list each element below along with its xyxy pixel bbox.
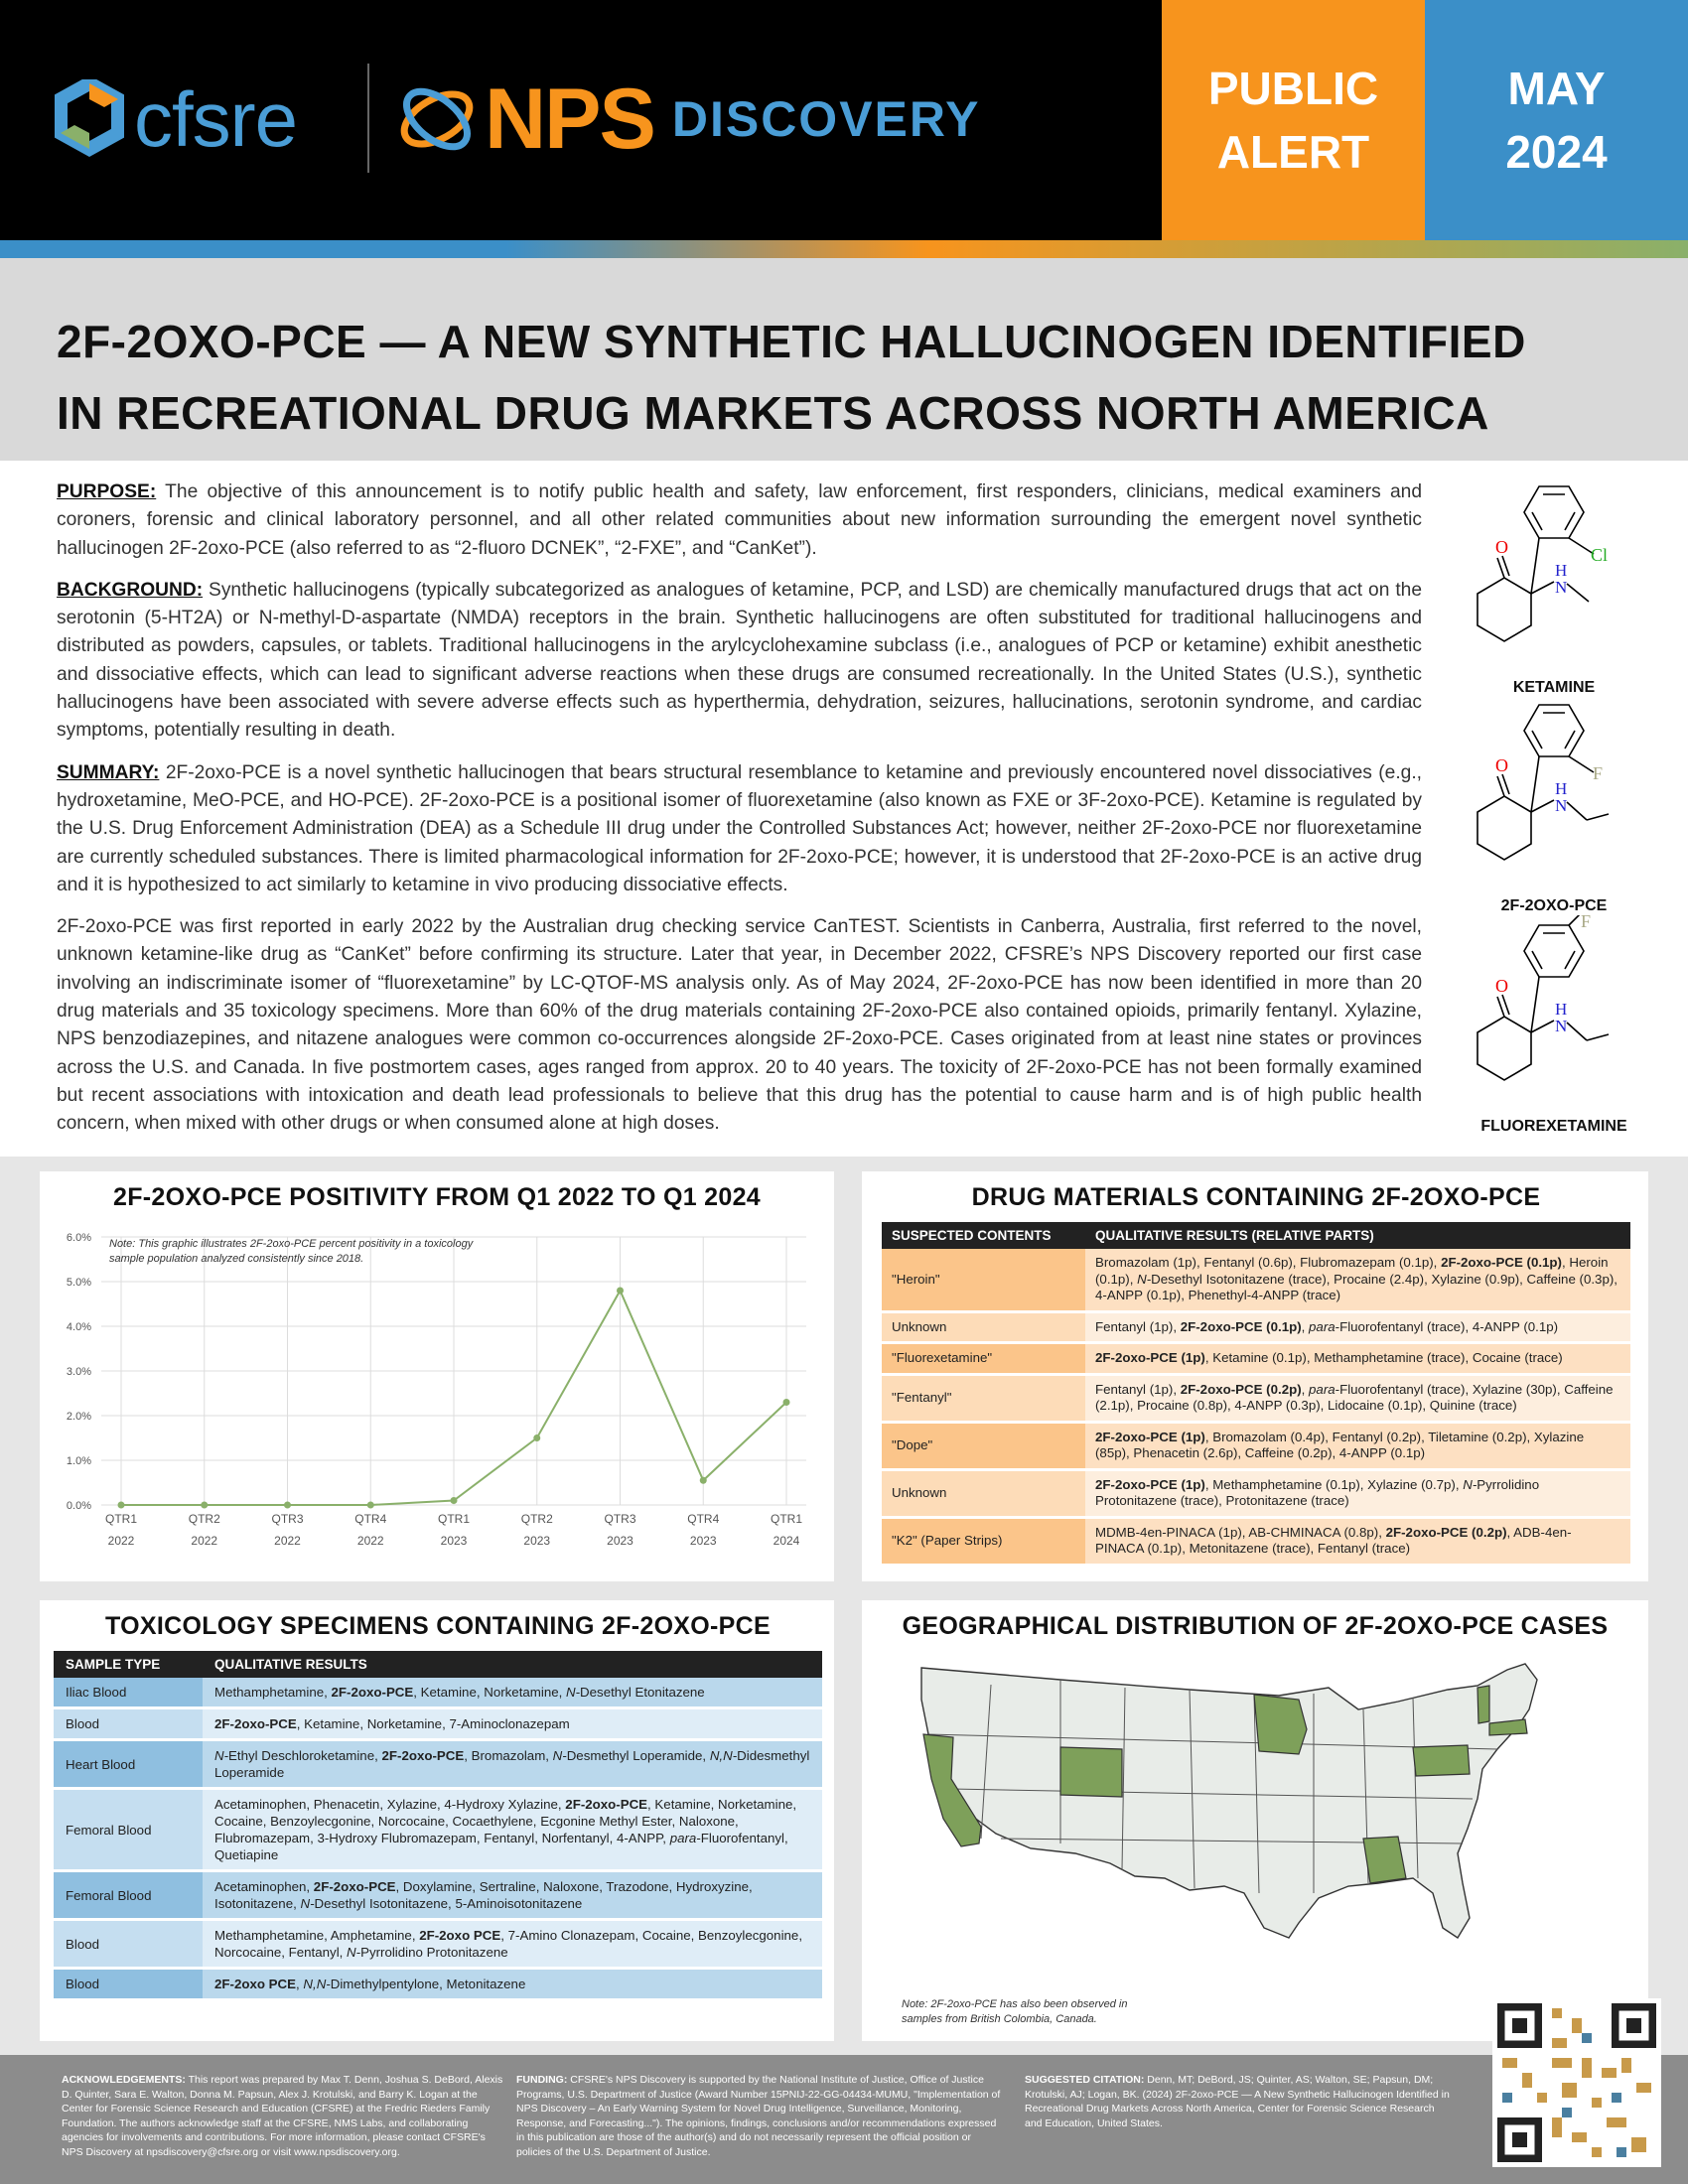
tox-results-cell: Acetaminophen, 2F-2oxo-PCE, Doxylamine, Sertraline, Naloxone, Trazodone, Hydroxyzine, Isotonitazene, N-Desethyl Isotonitazene, 5-Aminoisotonitazene bbox=[203, 1872, 822, 1921]
toxicology-row bbox=[54, 1678, 822, 1709]
positivity-point bbox=[451, 1497, 458, 1504]
state-colorado bbox=[1060, 1747, 1122, 1797]
cfsre-logo[interactable] bbox=[55, 60, 297, 179]
svg-text:N: N bbox=[1555, 796, 1568, 815]
drug-materials-body bbox=[882, 1249, 1630, 1567]
state-wisconsin bbox=[1254, 1695, 1307, 1754]
sample-type-cell: Femoral Blood bbox=[54, 1872, 203, 1921]
alert-line2: ALERT bbox=[1216, 126, 1370, 178]
toxicology-row bbox=[54, 1741, 822, 1790]
toxicology-table bbox=[54, 1651, 822, 2001]
col-suspected-contents: SUSPECTED CONTENTS bbox=[882, 1222, 1085, 1249]
header-bar bbox=[0, 0, 1688, 240]
citation bbox=[1025, 2073, 1452, 2130]
cfsre-wordmark: cfsre bbox=[134, 74, 298, 163]
citation-heading: SUGGESTED CITATION: bbox=[1025, 2074, 1145, 2086]
svg-text:F: F bbox=[1593, 763, 1604, 783]
tox-results-cell: Acetaminophen, Phenacetin, Xylazine, 4-Hydroxy Xylazine, 2F-2oxo-PCE, Ketamine, Norketamine, Cocaine, Benzoylecgonine, Norcocaine, Cocaethylene, Ecgonine Methyl Ester, Naloxone, Flubromazepam, 3-Hydroxy Flubromazepam, Fentanyl, Norfentanyl, 4-ANPP, para-Fluorofentanyl, Quetiapine bbox=[203, 1790, 822, 1872]
summary-text: 2F-2oxo-PCE is a novel synthetic hallucinogen that bears structural resemblance to ketamine and previously encountered novel dissociatives (e.g., hydroxetamine, MeO-PCE, and HO-PCE). 2F-2oxo-PCE is a positional isomer of fluorexetamine (also known as FXE or 3F-2oxo-PCE). Ketamine is regulated by the U.S. Drug Enforcement Administration (DEA) as a Schedule III drug under the Controlled Substances Act; however, neither 2F-2oxo-PCE nor fluorexetamine are currently scheduled substances. There is limited pharmacological information for 2F-2oxo-PCE; however, it is understood that 2F-2oxo-PCE is an active drug and it is hypothesized to act similarly to ketamine in vivo producing dissociative effects. bbox=[57, 761, 1422, 895]
state-pennsylvania bbox=[1413, 1745, 1470, 1776]
positivity-chart-panel bbox=[40, 1171, 834, 1581]
material-results-cell: 2F-2oxo-PCE (1p), Ketamine (0.1p), Methamphetamine (trace), Cocaine (trace) bbox=[1085, 1344, 1630, 1376]
positivity-chart-title: 2F-2OXO-PCE POSITIVITY FROM Q1 2022 TO Q1 2024 bbox=[113, 1183, 761, 1211]
y-tick-label: 6.0% bbox=[66, 1232, 91, 1244]
2f-2oxo-pce-structure bbox=[1460, 695, 1648, 915]
purpose-paragraph bbox=[57, 478, 1422, 563]
toxicology-row bbox=[54, 1872, 822, 1921]
positivity-point bbox=[783, 1399, 790, 1406]
x-tick-year-label: 2024 bbox=[773, 1534, 800, 1548]
sample-type-cell: Femoral Blood bbox=[54, 1790, 203, 1872]
fluorexetamine-molecule-icon bbox=[1460, 915, 1648, 1114]
suspected-contents-cell: Unknown bbox=[882, 1313, 1085, 1345]
drug-materials-header-row bbox=[882, 1222, 1630, 1249]
y-tick-label: 0.0% bbox=[66, 1500, 91, 1512]
cfsre-hex-icon bbox=[55, 79, 124, 159]
svg-text:O: O bbox=[1495, 537, 1508, 557]
x-tick-year-label: 2022 bbox=[274, 1534, 301, 1548]
history-paragraph: 2F-2oxo-PCE was first reported in early 2022 by the Australian drug checking service CanTEST. Scientists in Canberra, Australia, first referred to the novel, unknown ketamine-like drug as “CanKet” before confirming its structure. Later that year, in December 2022, CFSRE’s NPS Discovery reported our first case involving an indiscriminate isomer of “fluorexetamine” by LC-QTOF-MS analysis only. As of May 2024, 2F-2oxo-PCE has now been identified in more than 20 drug materials and 35 toxicology specimens. More than 60% of the drug materials containing 2F-2oxo-PCE also contained opioids, primarily fentanyl. Xylazine, NPS benzodiazepines, and nitazene analogues were common co-occurrences alongside 2F-2oxo-PCE. Cases originated from at least nine states or provinces across the U.S. and Canada. In five postmortem cases, ages ranged from approx. 20 to 40 years. The toxicity of 2F-2oxo-PCE has not been formally examined but recent associations with intoxication and death lead professionals to believe that this drug has the potential to cause harm and is of high public health concern, when mixed with other drugs or when consumed alone at high doses. bbox=[57, 916, 1422, 1135]
x-tick-label: QTR3 bbox=[271, 1512, 304, 1526]
x-tick-year-label: 2023 bbox=[607, 1534, 633, 1548]
background-paragraph bbox=[57, 577, 1422, 746]
x-tick-year-label: 2022 bbox=[356, 1534, 384, 1548]
suspected-contents-cell: Unknown bbox=[882, 1471, 1085, 1519]
material-results-cell: Bromazolam (1p), Fentanyl (0.6p), Flubromazepam (0.1p), 2F-2oxo-PCE (0.1p), Heroin (0.1p), N-Desethyl Isotonitazene (trace), Procaine (2.4p), Xylazine (0.9p), Caffeine (0.3p), 4-ANPP (0.1p), Phenethyl-4-ANPP (trace) bbox=[1085, 1249, 1630, 1313]
x-tick-year-label: 2022 bbox=[107, 1534, 135, 1548]
purpose-text: The objective of this announcement is to notify public health and safety, law enforcement, first responders, clinicians, medical examiners and coroners, forensic and clinical laboratory personnel, and all other related communities about new information surrounding the emergent novel synthetic hallucinogen 2F-2oxo-PCE (also referred to as “2-fluoro DCNEK”, “2-FXE”, and “CanKet”). bbox=[57, 481, 1422, 559]
qr-code-icon[interactable] bbox=[1492, 1998, 1661, 2167]
funding-text: CFSRE's NPS Discovery is supported by the National Institute of Justice, Office of Justice Programs, U.S. Department of Justice (Award Number 15PNIJ-22-GG-04434-MUMU, "Implementation of NPS Discovery – An Early Warning System for Novel Drug Intelligence, Surveillance, Monitoring, Response, and Forecasting..."). The opinions, findings, conclusions and/or recommendations expressed in this publication are those of the author(s) and do not necessarily represent the official position or policies of the U.S. Department of Justice. bbox=[516, 2074, 1001, 2158]
summary-heading: SUMMARY: bbox=[57, 761, 160, 783]
tox-results-cell: 2F-2oxo PCE, N,N-Dimethylpentylone, Metonitazene bbox=[203, 1970, 822, 2001]
x-tick-year-label: 2023 bbox=[689, 1534, 717, 1548]
svg-text:N: N bbox=[1555, 1017, 1568, 1035]
drug-material-row bbox=[882, 1313, 1630, 1345]
positivity-point bbox=[284, 1502, 291, 1509]
positivity-point bbox=[201, 1502, 208, 1509]
material-results-cell: Fentanyl (1p), 2F-2oxo-PCE (0.2p), para-Fluorofentanyl (trace), Xylazine (30p), Caffeine (2.1p), Procaine (0.8p), 4-ANPP (0.3p), Lidocaine (0.1p), Quinine (trace) bbox=[1085, 1376, 1630, 1424]
positivity-point bbox=[367, 1502, 374, 1509]
fluorexetamine-structure bbox=[1460, 915, 1648, 1136]
alert-line1: PUBLIC bbox=[1207, 63, 1379, 114]
svg-text:N: N bbox=[1555, 578, 1568, 597]
2f-2oxo-pce-label: 2F-2OXO-PCE bbox=[1500, 897, 1608, 914]
x-tick-label: QTR1 bbox=[770, 1512, 803, 1526]
toxicology-row bbox=[54, 1970, 822, 2001]
logo-divider bbox=[367, 64, 369, 173]
y-tick-label: 1.0% bbox=[66, 1455, 91, 1467]
map-note: Note: 2F-2oxo-PCE has also been observed in samples from British Colombia, Canada. bbox=[902, 1998, 1128, 2025]
ack-heading: ACKNOWLEDGEMENTS: bbox=[62, 2074, 186, 2086]
x-tick-label: QTR4 bbox=[354, 1512, 387, 1526]
map-title: GEOGRAPHICAL DISTRIBUTION OF 2F-2OXO-PCE CASES bbox=[902, 1612, 1609, 1640]
material-results-cell: 2F-2oxo-PCE (1p), Methamphetamine (0.1p), Xylazine (0.7p), N-Pyrrolidino Protonitazene (trace), Protonitazene (trace) bbox=[1085, 1471, 1630, 1519]
title-line1: 2F-2OXO-PCE — A NEW SYNTHETIC HALLUCINOGEN IDENTIFIED bbox=[57, 316, 1526, 367]
drug-material-row bbox=[882, 1344, 1630, 1376]
page-title bbox=[57, 306, 1645, 449]
drug-material-row bbox=[882, 1249, 1630, 1313]
discovery-wordmark: DISCOVERY bbox=[671, 91, 981, 147]
map-panel bbox=[862, 1600, 1648, 2041]
col-tox-results: QUALITATIVE RESULTS bbox=[203, 1651, 822, 1678]
y-tick-label: 3.0% bbox=[66, 1366, 91, 1378]
nps-wordmark: NPS bbox=[485, 70, 654, 167]
x-tick-label: QTR3 bbox=[604, 1512, 636, 1526]
drug-materials-panel bbox=[862, 1171, 1648, 1581]
toxicology-row bbox=[54, 1709, 822, 1741]
ketamine-molecule-icon bbox=[1460, 477, 1648, 675]
drug-material-row bbox=[882, 1376, 1630, 1424]
toxicology-row bbox=[54, 1921, 822, 1970]
x-tick-year-label: 2023 bbox=[440, 1534, 468, 1548]
tox-results-cell: N-Ethyl Deschloroketamine, 2F-2oxo-PCE, Bromazolam, N-Desmethyl Loperamide, N,N-Didesmethyl Loperamide bbox=[203, 1741, 822, 1790]
chart-note: Note: This graphic illustrates 2F-2oxo-PCE percent positivity in a toxicology sample population analyzed consistently since 2018. bbox=[109, 1238, 474, 1265]
tox-results-cell: Methamphetamine, 2F-2oxo-PCE, Ketamine, Norketamine, N-Desethyl Etonitazene bbox=[203, 1678, 822, 1709]
drug-material-row bbox=[882, 1471, 1630, 1519]
svg-text:H: H bbox=[1555, 1000, 1568, 1019]
title-line2: IN RECREATIONAL DRUG MARKETS ACROSS NORTH AMERICA bbox=[57, 387, 1489, 439]
toxicology-header-row bbox=[54, 1651, 822, 1678]
y-tick-label: 2.0% bbox=[66, 1411, 91, 1423]
sample-type-cell: Blood bbox=[54, 1921, 203, 1970]
sample-type-cell: Blood bbox=[54, 1970, 203, 2001]
col-sample-type: SAMPLE TYPE bbox=[54, 1651, 203, 1678]
toxicology-row bbox=[54, 1790, 822, 1872]
material-results-cell: 2F-2oxo-PCE (1p), Bromazolam (0.4p), Fentanyl (0.2p), Tiletamine (0.2p), Xylazine (85p), Phenacetin (2.6p), Caffeine (0.2p), 4-ANPP (0.1p) bbox=[1085, 1424, 1630, 1471]
issue-year: 2024 bbox=[1505, 126, 1608, 178]
positivity-point bbox=[533, 1434, 540, 1441]
funding bbox=[516, 2073, 1003, 2159]
svg-text:O: O bbox=[1495, 976, 1508, 996]
drug-materials-table bbox=[882, 1222, 1630, 1567]
issue-date-badge bbox=[1425, 0, 1688, 240]
y-tick-label: 5.0% bbox=[66, 1277, 91, 1289]
body-text bbox=[57, 478, 1422, 1153]
svg-text:F: F bbox=[1581, 915, 1592, 931]
suspected-contents-cell: "Heroin" bbox=[882, 1249, 1085, 1313]
citation-text: Denn, MT; DeBord, JS; Quinter, AS; Walton, SE; Papsun, DM; Krotulski, AJ; Logan, BK. (2024) 2F-2oxo-PCE — A New Synthetic Hallucinogen Identified in Recreational Drug Markets Across North America, Center for Forensic Science Research and Education, United States. bbox=[1025, 2074, 1450, 2129]
svg-text:H: H bbox=[1555, 561, 1568, 580]
suspected-contents-cell: "K2" (Paper Strips) bbox=[882, 1519, 1085, 1567]
material-results-cell: MDMB-4en-PINACA (1p), AB-CHMINACA (0.8p), 2F-2oxo-PCE (0.2p), ADB-4en-PINACA (0.1p), Metonitazene (trace), Fentanyl (trace) bbox=[1085, 1519, 1630, 1567]
x-tick-year-label: 2022 bbox=[191, 1534, 218, 1548]
positivity-point bbox=[617, 1288, 624, 1295]
background-heading: BACKGROUND: bbox=[57, 579, 204, 601]
positivity-point bbox=[700, 1477, 707, 1484]
background-text: Synthetic hallucinogens (typically subcategorized as analogues of ketamine, PCP, and LSD) are chemically manufactured drugs that act on the serotonin (5-HT2A) or N-methyl-D-aspartate (NMDA) receptors in the brain. Synthetic hallucinogens are often substituted for traditional hallucinogens and distributed as powders, capsules, or tablets. Traditional hallucinogens in the arylcyclohexamine subclass (i.e., analogues of PCP or ketamine) exhibit anesthetic and dissociative effects, which can lead to significant adverse reactions when these drugs are consumed recreationally. In the United States (U.S.), synthetic hallucinogens have been associated with severe adverse effects such as hyperthermia, dehydration, seizures, hallucinations, serotonin syndrome, and cardiac symptoms, potentially resulting in death. bbox=[57, 579, 1422, 742]
toxicology-title: TOXICOLOGY SPECIMENS CONTAINING 2F-2OXO-PCE bbox=[105, 1612, 771, 1640]
public-alert-badge bbox=[1162, 0, 1425, 240]
acknowledgements bbox=[62, 2073, 508, 2159]
svg-text:Cl: Cl bbox=[1591, 545, 1609, 565]
x-tick-label: QTR4 bbox=[687, 1512, 720, 1526]
fluorexetamine-label: FLUOREXETAMINE bbox=[1480, 1118, 1627, 1135]
header-color-strip bbox=[0, 240, 1688, 258]
x-tick-label: QTR1 bbox=[104, 1512, 138, 1526]
state-georgia bbox=[1363, 1837, 1406, 1883]
ack-text: This report was prepared by Max T. Denn, Joshua S. DeBord, Alexis D. Quinter, Sara E. Walton, Donna M. Papsun, Alex J. Krotulski, and Barry K. Logan at the Center for Forensic Science Research and Education (CFSRE) at the Fredric Rieders Family Foundation. The authors acknowledge staff at the CFSRE, NMS Labs, and collaborating agencies for involvements and contributions. For more information, please contact CFSRE's NPS Discovery at npsdiscovery@cfsre.org or visit www.npsdiscovery.org. bbox=[62, 2074, 503, 2158]
drug-materials-title: DRUG MATERIALS CONTAINING 2F-2OXO-PCE bbox=[971, 1183, 1541, 1211]
svg-text:O: O bbox=[1495, 755, 1508, 775]
suspected-contents-cell: "Fentanyl" bbox=[882, 1376, 1085, 1424]
nps-swirl-icon bbox=[395, 77, 479, 161]
x-tick-label: QTR2 bbox=[520, 1512, 553, 1526]
toxicology-panel bbox=[40, 1600, 834, 2041]
col-qualitative-results: QUALITATIVE RESULTS (RELATIVE PARTS) bbox=[1085, 1222, 1630, 1249]
us-outline bbox=[921, 1664, 1537, 1938]
material-results-cell: Fentanyl (1p), 2F-2oxo-PCE (0.1p), para-Fluorofentanyl (trace), 4-ANPP (0.1p) bbox=[1085, 1313, 1630, 1345]
ketamine-label: KETAMINE bbox=[1512, 679, 1596, 696]
drug-material-row bbox=[882, 1424, 1630, 1471]
sample-type-cell: Heart Blood bbox=[54, 1741, 203, 1790]
summary-paragraph bbox=[57, 759, 1422, 899]
state-vermont bbox=[1477, 1686, 1489, 1723]
svg-text:H: H bbox=[1555, 779, 1568, 798]
ketamine-structure bbox=[1460, 477, 1648, 697]
toxicology-body bbox=[54, 1678, 822, 2001]
purpose-heading: PURPOSE: bbox=[57, 481, 157, 502]
sample-type-cell: Iliac Blood bbox=[54, 1678, 203, 1709]
funding-heading: FUNDING: bbox=[516, 2074, 568, 2086]
2f-2oxo-pce-molecule-icon bbox=[1460, 695, 1648, 893]
nps-discovery-logo[interactable] bbox=[395, 60, 981, 179]
x-tick-label: QTR2 bbox=[188, 1512, 220, 1526]
footer bbox=[0, 2055, 1688, 2184]
issue-month: MAY bbox=[1507, 63, 1606, 114]
x-tick-year-label: 2023 bbox=[523, 1534, 551, 1548]
us-map bbox=[862, 1640, 1648, 1997]
y-tick-label: 4.0% bbox=[66, 1321, 91, 1333]
sample-type-cell: Blood bbox=[54, 1709, 203, 1741]
tox-results-cell: Methamphetamine, Amphetamine, 2F-2oxo PCE, 7-Amino Clonazepam, Cocaine, Benzoylecgonine, Norcocaine, Fentanyl, N-Pyrrolidino Protonitazene bbox=[203, 1921, 822, 1970]
suspected-contents-cell: "Fluorexetamine" bbox=[882, 1344, 1085, 1376]
drug-material-row bbox=[882, 1519, 1630, 1567]
tox-results-cell: 2F-2oxo-PCE, Ketamine, Norketamine, 7-Aminoclonazepam bbox=[203, 1709, 822, 1741]
positivity-point bbox=[118, 1502, 125, 1509]
x-tick-label: QTR1 bbox=[437, 1512, 471, 1526]
suspected-contents-cell: "Dope" bbox=[882, 1424, 1085, 1471]
